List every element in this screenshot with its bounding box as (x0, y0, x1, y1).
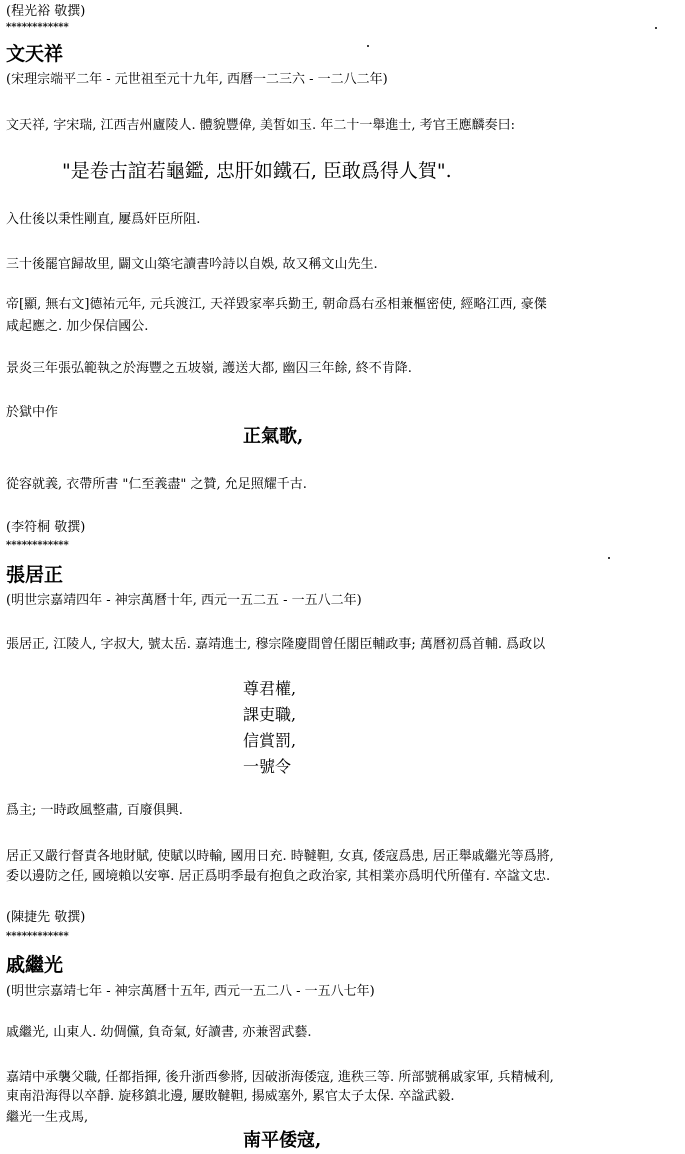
scan-speck (655, 27, 657, 29)
paragraph: 文天祥, 字宋瑞, 江西吉州廬陵人. 體貌豐偉, 美皙如玉. 年二十一舉進士, 考官王應麟奏曰: (6, 118, 515, 133)
separator-stars: ************ (6, 22, 69, 33)
verse-line: 一號令 (243, 757, 292, 776)
paragraph: 東南沿海得以卒靜. 旋移鎮北邊, 屢敗韃靼, 揚威塞外, 累官太子太保. 卒諡武毅. (6, 1089, 455, 1104)
paragraph: 委以邊防之任, 國境賴以安寧. 居正爲明季最有抱負之政治家, 其相業亦爲明代所僅有. 卒諡文忠. (6, 869, 551, 884)
paragraph: 帝[顯, 無右文]德祐元年, 元兵渡江, 天祥毀家率兵勤王, 朝命爲右丞相兼樞密使, 經略江西, 豪傑 (6, 297, 547, 312)
paragraph: 入仕後以秉性剛直, 屢爲奸臣所阻. (6, 212, 201, 227)
paragraph: 繼光一生戎馬, (6, 1110, 89, 1125)
separator-stars: ************ (6, 540, 69, 551)
verse-line: 尊君權, (243, 679, 297, 698)
biography-name: 戚繼光 (6, 954, 64, 976)
paragraph: 景炎三年張弘範執之於海豐之五坡嶺, 護送大都, 幽囚三年餘, 終不肯降. (6, 361, 412, 376)
author-credit: (程光裕 敬撰) (6, 4, 86, 19)
paragraph: 戚繼光, 山東人. 幼倜儻, 負奇氣, 好讀書, 亦兼習武藝. (6, 1025, 312, 1040)
work-title: 正氣歌, (243, 426, 304, 447)
work-title: 南平倭寇, (243, 1130, 322, 1151)
author-credit: (李符桐 敬撰) (6, 520, 86, 535)
paragraph: 張居正, 江陵人, 字叔大, 號太岳. 嘉靖進士, 穆宗隆慶間曾任閣臣輔政事; 萬曆初爲首輔. 爲政以 (6, 637, 546, 652)
separator-stars: ************ (6, 931, 69, 942)
paragraph: 三十後罷官歸故里, 闢文山築宅讀書吟詩以自娛, 故又稱文山先生. (6, 257, 378, 272)
scan-speck (608, 557, 610, 559)
verse-line: 信賞罰, (243, 731, 297, 750)
paragraph: 咸起應之. 加少保信國公. (6, 319, 149, 334)
paragraph: 於獄中作 (6, 405, 59, 420)
paragraph: 爲主; 一時政風整肅, 百廢俱興. (6, 803, 183, 818)
biography-dates: (明世宗嘉靖七年 - 神宗萬曆十五年, 西元一五二八 - 一五八七年) (6, 984, 375, 999)
quotation: "是卷古誼若龜鑑, 忠肝如鐵石, 臣敢爲得人賀". (62, 160, 452, 182)
scan-speck (367, 45, 369, 47)
biography-dates: (明世宗嘉靖四年 - 神宗萬曆十年, 西元一五二五 - 一五八二年) (6, 593, 362, 608)
biography-dates: (宋理宗端平二年 - 元世祖至元十九年, 西曆一二三六 - 一二八二年) (6, 72, 388, 87)
paragraph: 居正又嚴行督責各地財賦, 使賦以時輸, 國用日充. 時韃靼, 女真, 倭寇爲患, 居正舉戚繼光等爲將, (6, 849, 554, 864)
paragraph: 嘉靖中承襲父職, 任都指揮, 後升浙西參將, 因破浙海倭寇, 進秩三等. 所部號稱戚家軍, 兵精械利, (6, 1070, 554, 1085)
verse-line: 課吏職, (243, 705, 297, 724)
paragraph: 從容就義, 衣帶所書 "仁至義盡" 之贊, 允足照耀千古. (6, 477, 307, 492)
biography-name: 張居正 (6, 564, 64, 586)
biography-name: 文天祥 (6, 43, 64, 65)
author-credit: (陳捷先 敬撰) (6, 910, 86, 925)
